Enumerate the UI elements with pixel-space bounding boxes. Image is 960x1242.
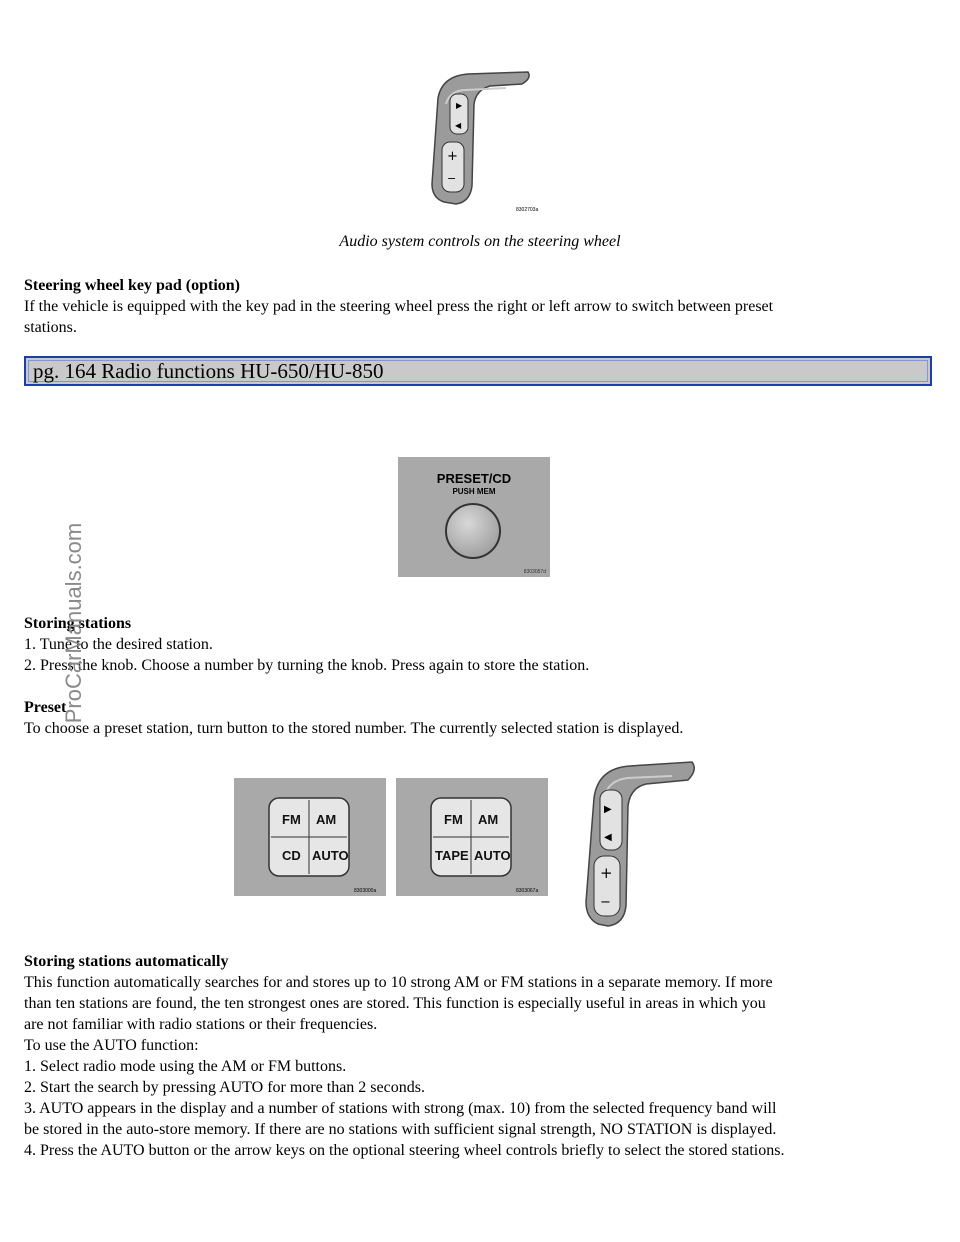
body-line: If the vehicle is equipped with the key pad in the steering wheel press the right or left arrow to switch between preset [24, 298, 774, 315]
svg-text:−: − [447, 172, 457, 185]
step-line: 1. Select radio mode using the AM or FM buttons. [24, 1058, 347, 1075]
body-line: To use the AUTO function: [24, 1037, 199, 1054]
step-line: be stored in the auto-store memory. If there are no stations with sufficient signal strength, NO STATION is displayed. [24, 1121, 777, 1138]
key-cd: CD [282, 848, 301, 863]
svg-text:+: + [447, 149, 458, 164]
watermark: ProCarManuals.com [61, 522, 86, 724]
heading-auto-store: Storing stations automatically [24, 953, 229, 970]
svg-text:◀: ◀ [604, 832, 612, 843]
button-panel-tape-image [396, 778, 548, 896]
preset-label: PRESET/CD [436, 471, 512, 486]
key-auto: AUTO [474, 848, 511, 863]
heading-storing-stations: Storing stations [24, 615, 132, 632]
figure-code: 8303000a [354, 888, 377, 894]
figure-code: 8303067a [516, 888, 539, 894]
key-auto: AUTO [312, 848, 349, 863]
body-line: To choose a preset station, turn button to the stored number. The currently selected station is displayed. [24, 720, 684, 737]
figure-caption: Audio system controls on the steering wheel [339, 233, 621, 250]
svg-text:◀: ◀ [455, 121, 462, 130]
svg-text:+: + [600, 864, 613, 882]
svg-text:−: − [600, 895, 611, 910]
step-line: 2. Press the knob. Choose a number by turning the knob. Press again to store the station. [24, 657, 590, 674]
key-tape: TAPE [435, 848, 469, 863]
svg-text:▶: ▶ [456, 101, 463, 110]
steering-wheel-controls-image [420, 68, 570, 218]
step-line: 2. Start the search by pressing AUTO for more than 2 seconds. [24, 1079, 425, 1096]
body-line: are not familiar with radio stations or their frequencies. [24, 1016, 378, 1033]
heading-steering-keypad: Steering wheel key pad (option) [24, 277, 240, 294]
steering-wheel-keypad-image [580, 758, 705, 930]
page-title-bar [24, 356, 932, 386]
body-line: This function automatically searches for and stores up to 10 strong AM or FM stations in a separate memory. If more [24, 974, 773, 991]
key-fm: FM [444, 812, 463, 827]
preset-knob [445, 503, 501, 559]
step-line: 3. AUTO appears in the display and a number of stations with strong (max. 10) from the selected frequency band will [24, 1100, 777, 1117]
figure-code: 8303057d [523, 569, 546, 575]
key-am: AM [316, 812, 337, 827]
page-title: pg. 164 Radio functions HU-650/HU-850 [33, 359, 384, 383]
heading-preset: Preset [24, 699, 67, 716]
step-line: 4. Press the AUTO button or the arrow keys on the optional steering wheel controls briefly to select the stored stations. [24, 1142, 785, 1159]
body-line: than ten stations are found, the ten strongest ones are stored. This function is especially useful in areas in which you [24, 995, 766, 1012]
button-panel-tape [396, 778, 548, 896]
svg-text:▶: ▶ [604, 804, 612, 815]
button-panel-cd [234, 778, 386, 896]
figure-code: 8302703a [516, 207, 539, 213]
body-line: stations. [24, 319, 77, 336]
push-mem-label: PUSH MEM [452, 487, 496, 496]
step-line: 1. Tune to the desired station. [24, 636, 213, 653]
key-fm: FM [282, 812, 301, 827]
button-panel-cd-image [234, 778, 386, 896]
preset-knob-image [398, 457, 550, 577]
key-am: AM [478, 812, 499, 827]
